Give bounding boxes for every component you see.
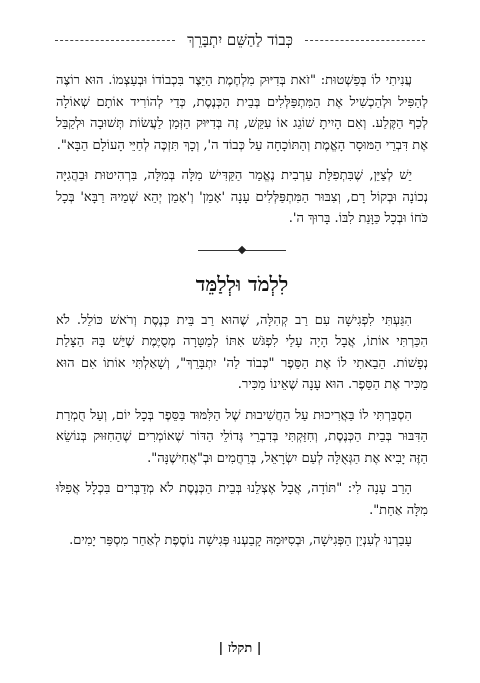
paragraph: הָרַב עָנָה לִי: "תּוֹדָה, אֲבָל אֶצְלֵנוּ בְּבֵית הַכְּנֶסֶת לֹא מְדַבְּרִים בִּכְלָל אֲפִלּוּ מִלָּה אַחַת". <box>56 481 428 518</box>
paragraph: הִגַּעְתִּי לִפְגִישָׁה עִם רַב קְהִלָּה, שֶׁהוּא רַב בֵּית כְּנֶסֶת וְרֹאשׁ כּוֹלֵל. לֹא הִכַּרְתִּי אוֹתוֹ, אֲבָל הָיָה עָלַי לִפְגֹּשׁ אִתּוֹ לְמַטָּרָה מְסֻיֶּמֶת שֶׁיֵּשׁ בָּהּ הַצָּלַת נְפָשׁוֹת. הֵבֵאתִי לוֹ אֶת הַסֵּפֶר "כְּבוֹד לַה' יִתְבָּרֵךְ", וְשָׁאַלְתִּי אוֹתוֹ אִם הוּא מַכִּיר אֶת הַסֵּפֶר. הוּא עָנָה שֶׁאֵינוֹ מַכִּיר. <box>56 312 428 392</box>
paragraph: עָבַרְנוּ לְעִנְיַן הַפְּגִישָׁה, וּבְסִיּוּמָהּ קָבַעְנוּ פְּגִישָׁה נוֹסֶפֶת לְאַחַר מִסְפַּר יָמִים. <box>69 533 412 548</box>
section-title: לִלְמֹד וּלְלַמֵּד <box>195 271 289 296</box>
paragraph: יֵשׁ לְצַיֵּן, שֶׁבִּתְפִלַּת עַרְבִית נֶאֱמַר הַקַּדִּישׁ מִלָּה בְּמִלָּה, בִּרְהִיטוּת וּבַהֲגִיָּה נְכוֹנָה וּבְקוֹל רָם, וְצִבּוּר הַמִּתְפַּלְּלִים עָנָה 'אָמֵן' וְ'אָמֵן יְהֵא שְׁמֵיהּ רַבָּא' בְּכָל כֹּחוֹ וּבְכָל כַּוָּנַת לִבּוֹ. בָּרוּךְ ה'. <box>56 168 428 226</box>
header-rule-right <box>305 40 425 41</box>
header-title: כְּבוֹד לַהַשֵּׁם יִתְבָּרֵךְ <box>187 30 293 49</box>
page-number: | תקלז | <box>218 641 262 656</box>
section-divider <box>56 244 428 258</box>
paragraph: הִסְבַּרְתִּי לוֹ בַּאֲרִיכוּת עַל הַחֲשִׁיבוּת שֶׁל הַלִּמּוּד בַּסֵּפֶר בְּכָל יוֹם, וְעַל חֻמְרַת הַדִּבּוּר בְּבֵית הַכְּנֶסֶת, וְחִזַּקְתִּי בְּדִבְרֵי גְּדוֹלֵי הַדּוֹר שֶׁאוֹמְרִים שֶׁהַחִזּוּק בְּנוֹשֵׂא הַזֶּה יָבִיא אֶת הַגְּאֻלָּה לְעַם יִשְׂרָאֵל, בְּרַחֲמִים וּבְ"אֲחִישֶׁנָּה". <box>56 407 428 466</box>
body-text <box>56 70 428 561</box>
running-header <box>0 28 480 52</box>
diamond-ornament-icon <box>238 245 246 253</box>
paragraph: עֲנִיתִי לוֹ בְּפַשְׁטוּת: "זֹאת בְּדִיּוּק מִלְחֶמֶת הַיֵּצֶר בִּכְבוֹדוֹ וּבְעַצְמוֹ. הוּא רוֹצֶה לְהַפִּיל וּלְהַכְשִׁיל אֶת הַמִּתְפַּלְּלִים בְּבֵית הַכְּנֶסֶת, כְּדֵי לְהוֹרִיד אוֹתָם שְׁאוֹלָה לְכַף הַקֶּלַע. וְאִם הָיִיתָ שׁוֹגֵג אוֹ עִקֵּשׁ, זֶה בְּדִיּוּק הַזְּמַן לַעֲשׂוֹת תְּשׁוּבָה וּלְקַבֵּל אֶת דִּבְרֵי הַמּוּסָר הָאֱמֶת וְהַתּוֹכָחָה עַל כְּבוֹד ה', וְכָךְ תִּזְכֶּה לְחַיֵּי הָעוֹלָם הַבָּא". <box>56 73 428 153</box>
header-rule-left <box>55 40 175 41</box>
